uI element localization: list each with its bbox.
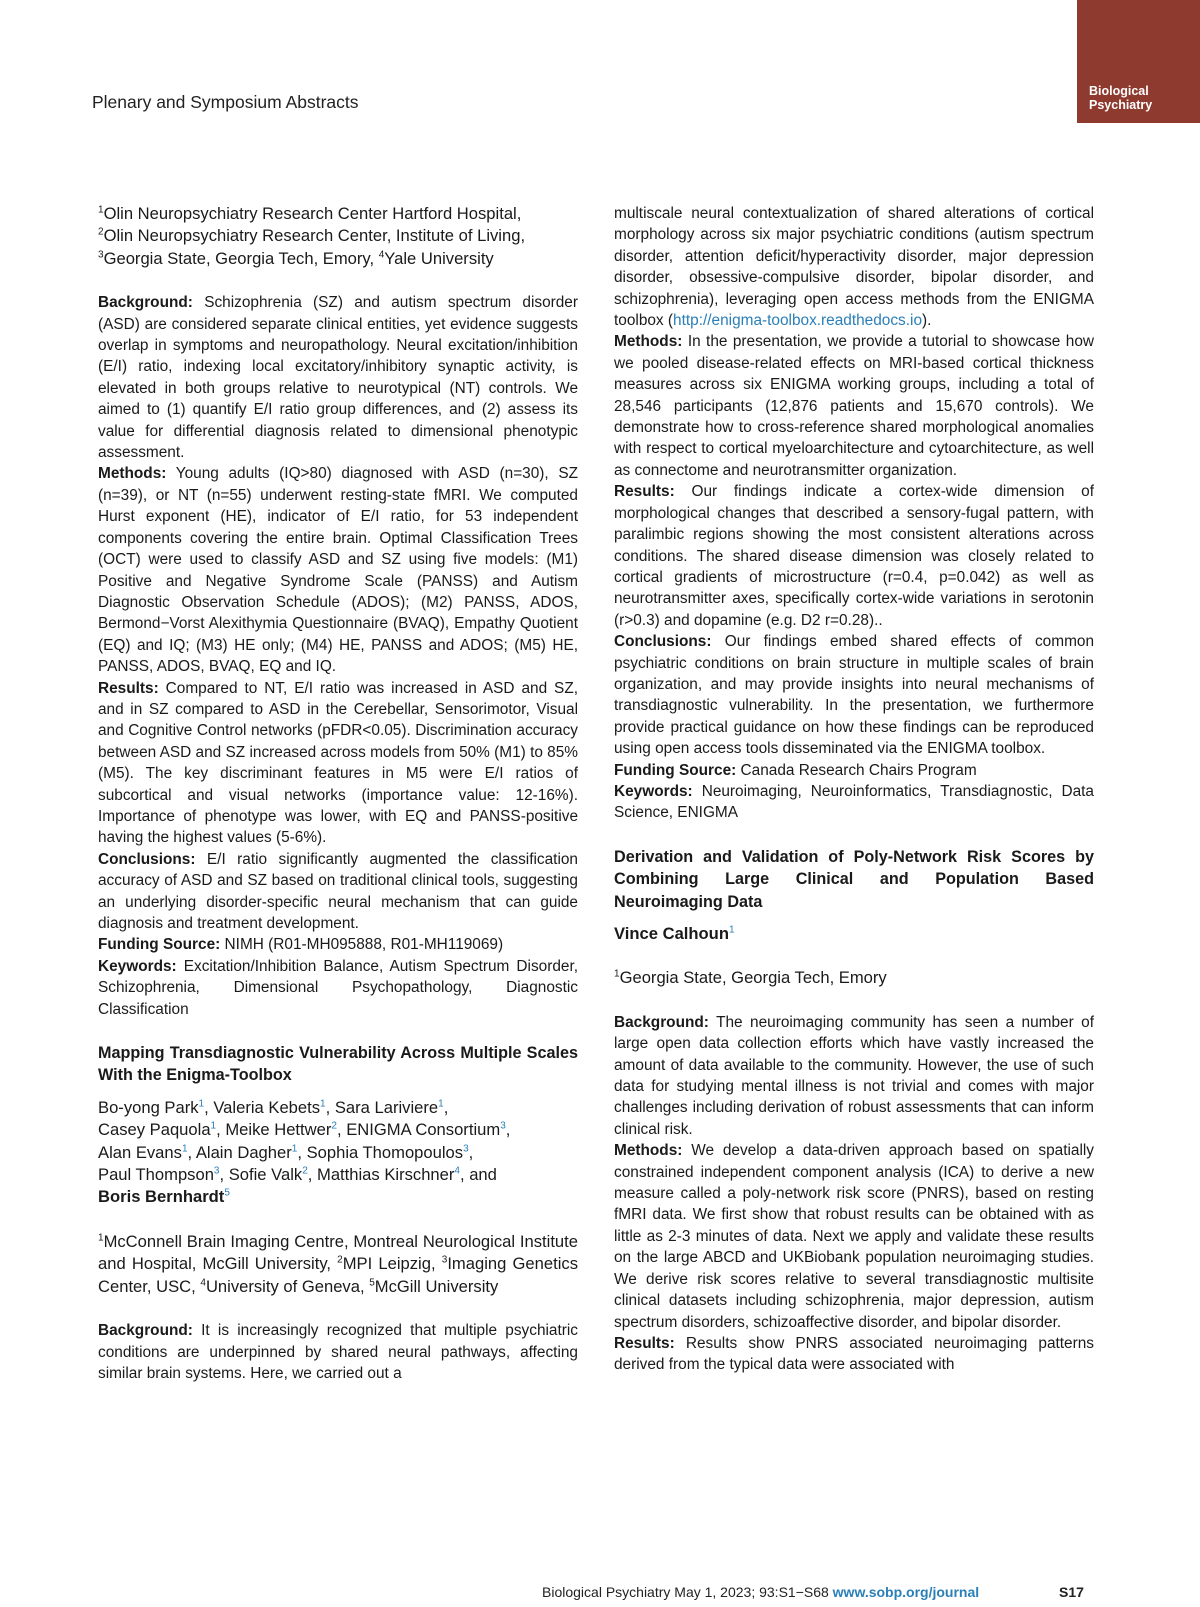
- journal-url-link[interactable]: www.sobp.org/journal: [832, 1584, 980, 1600]
- author-affiliation-marker: 1: [438, 1098, 444, 1110]
- author-separator: ,: [336, 1120, 347, 1140]
- affiliations-2: $^1$McConnell Brain Imaging Centre, Montreal Neurological Institute and Hospital, McGill University, $^2$MPI Leipzig, $^3$Imaging Genetics Center, USC, $^4$University of Geneva, $^5$McGill University: [98, 1231, 578, 1296]
- journal-logo-tab: [1077, 0, 1200, 123]
- results-paragraph-3: Results: Results show PNRS associated neuroimaging patterns derived from the typical data were associated with: [614, 1334, 1094, 1374]
- author-affiliation-marker: 3: [463, 1143, 469, 1155]
- author-separator: ,: [443, 1097, 449, 1117]
- author-name: Alan Evans: [98, 1142, 182, 1162]
- enigma-toolbox-link[interactable]: http://enigma-toolbox.readthedocs.io: [673, 312, 923, 330]
- author-affiliation-marker: 2: [302, 1165, 308, 1177]
- author-name: Valeria Kebets: [213, 1097, 321, 1117]
- author-affiliation-marker: 1: [181, 1143, 188, 1155]
- author-affiliation-marker: 2: [331, 1120, 337, 1132]
- running-head: Plenary and Symposium Abstracts: [92, 92, 359, 112]
- footer-citation: Biological Psychiatry May 1, 2023; 93:S1−S68 www.sobp.org/journal: [542, 1584, 980, 1600]
- methods-paragraph-2: Methods: In the presentation, we provide a tutorial to showcase how we pooled disease-related effects on MRI-based cortical thickness measures across six ENIGMA working groups, including a total of 28,546 participants (12,876 patients and 15,670 controls). We demonstrate how to cross-reference shared morphological anomalies with respect to cortical myeloarchitecture and cytoarchitecture, as well as connectome and neurotransmitter organization.: [614, 333, 1094, 479]
- author-affiliation-marker: 1: [210, 1120, 217, 1132]
- author-name: Bo-yong Park: [98, 1097, 199, 1117]
- conclusions-paragraph: Conclusions: E/I ratio significantly augmented the classification accuracy of ASD and SZ based on traditional clinical tools, suggesting an underlying disorder-specific neural mechanism that can guide diagnosis and treatment development.: [98, 850, 578, 932]
- abstract-title-3: Derivation and Validation of Poly-Network Risk Scores by Combining Large Clinical and Population Based Neuroimaging Data: [614, 847, 1094, 911]
- author-separator: ,: [325, 1097, 335, 1117]
- journal-logo-text: Biological Psychiatry: [1089, 84, 1153, 112]
- author-name: Paul Thompson: [98, 1165, 214, 1185]
- author-name: Sophia Thomopoulos: [306, 1142, 464, 1162]
- author-separator: ,: [204, 1097, 214, 1117]
- methods-paragraph-3: Methods: We develop a data-driven approach based on spatially constrained independent component analysis (ICA) to derive a new measure called a poly-network risk score (PNRS), based on resting fMRI data. We first show that robust results can be obtained with as little as 2-3 minutes of data. Next we apply and validate these results on the large ABCD and UKBiobank population neuroimaging studies. We derive risk scores relative to several transdiagnostic multisite clinical datasets including schizophrenia, major depression, autism spectrum disorders, schizoaffective disorder, and bipolar disorder.: [614, 1142, 1094, 1331]
- background-paragraph: Background: Schizophrenia (SZ) and autism spectrum disorder (ASD) are considered separate clinical entities, yet evidence suggests overlap in symptoms and neuropathology. Neural excitation/inhibition (E/I) ratio, indexing local excitatory/inhibitory synaptic activity, is elevated in both groups relative to neurotypical (NT) controls. We aimed to (1) quantify E/I ratio group differences, and (2) assess its value for differential diagnosis related to dimensional phenotypic assessment.: [98, 294, 578, 462]
- author-name: Meike Hettwer: [225, 1120, 332, 1140]
- affiliations-3: $^1$Georgia State, Georgia Tech, Emory: [614, 968, 887, 988]
- author-name: ENIGMA Consortium: [346, 1120, 501, 1140]
- author-affiliation-marker: 1: [198, 1098, 205, 1110]
- continued-paragraph: multiscale neural contextualization of shared alterations of cortical morphology across six major psychiatric conditions (autism spectrum disorder, attention deficit/hyperactivity disorder, major depression disorder, obsessive-compulsive disorder, bipolar disorder, and schizophrenia), leveraging open access methods from the ENIGMA toolbox (http://enigma-toolbox.readthedocs.io).: [614, 205, 1094, 330]
- author-separator: ,: [297, 1142, 307, 1162]
- author-affiliation-marker: 5: [224, 1187, 230, 1199]
- author-list-2: [98, 1097, 578, 1209]
- results-paragraph: Results: Compared to NT, E/I ratio was increased in ASD and SZ, and in SZ compared to ASD in the Cerebellar, Sensorimotor, Visual and Cognitive Control networks (pFDR<0.05). Discrimination accuracy between ASD and SZ increased across models from 50% (M1) to 85% (M5). The key discriminant features in M5 were E/I ratios of subcortical and visual networks (importance value: 12-16%). Importance of phenotype was lower, with EQ and PANSS-positive having the highest values (5-6%).: [98, 679, 578, 847]
- background-paragraph-3: Background: The neuroimaging community has seen a number of large open data collection efforts which have vastly increased the amount of data available to the community. However, the use of such data for studying mental illness is not trivial and comes with major challenges including derivation of robust assessments that can inform clinical risk.: [614, 1013, 1095, 1138]
- affiliations-1: $^1$Olin Neuropsychiatry Research Center Hartford Hospital, $^2$Olin Neuropsychiatry Research Center, Institute of Living, $^3$Georgia State, Georgia Tech, Emory, $^4$Yale University: [98, 204, 526, 268]
- author-name: Casey Paquola: [98, 1120, 211, 1140]
- author-list-3: Vince Calhoun$^1$: [614, 924, 735, 943]
- results-paragraph-2: Results: Our findings indicate a cortex-wide dimension of morphological changes that described a sensory-fugal pattern, with paralimbic regions showing the most consistent alterations across conditions. The shared disease dimension was closely related to cortical gradients of microstructure (r=0.4, p=0.042) as well as neurotransmitter axes, specifically cortex-wide variations in serotonin (r>0.3) and dopamine (e.g. D2 r=0.28)..: [614, 483, 1094, 629]
- left-column: [98, 203, 578, 1384]
- author-separator: ,: [468, 1142, 474, 1162]
- abstract-title-2: Mapping Transdiagnostic Vulnerability Across Multiple Scales With the Enigma-Toolbox: [98, 1044, 578, 1085]
- funding-paragraph: Funding Source: NIMH (R01-MH095888, R01-MH119069): [98, 936, 504, 954]
- author-affiliation-marker: 3: [500, 1120, 506, 1132]
- keywords-paragraph: Keywords: Excitation/Inhibition Balance, Autism Spectrum Disorder, Schizophrenia, Dimensional Psychopathology, Diagnostic Classification: [98, 957, 578, 1018]
- author-separator: ,: [307, 1165, 317, 1185]
- author-separator: ,: [187, 1142, 196, 1162]
- page-number: S17: [1059, 1584, 1084, 1600]
- background-paragraph-2: Background: It is increasingly recognized that multiple psychiatric conditions are underpinned by shared neural pathways, affecting similar brain systems. Here, we carried out a: [98, 1322, 578, 1382]
- conclusions-paragraph-2: Conclusions: Our findings embed shared effects of common psychiatric conditions on brain structure in multiple scales of brain organization, and may provide insights into neural mechanisms of transdiagnostic vulnerability. In the presentation, we furthermore provide practical guidance on how these findings can be reproduced using open access tools disseminated via the ENIGMA toolbox.: [614, 633, 1095, 758]
- author-affiliation-marker: 4: [454, 1165, 460, 1177]
- author-name: Boris Bernhardt: [98, 1187, 225, 1207]
- author-affiliation-marker: 3: [213, 1165, 220, 1177]
- author-affiliation-marker: 1: [291, 1143, 298, 1155]
- author-separator: , and: [459, 1165, 497, 1185]
- right-column: [614, 203, 1094, 1376]
- author-separator: ,: [216, 1120, 226, 1140]
- author-separator: ,: [505, 1120, 511, 1140]
- methods-paragraph: Methods: Young adults (IQ>80) diagnosed with ASD (n=30), SZ (n=39), or NT (n=55) underwent resting-state fMRI. We computed Hurst exponent (HE), indicator of E/I ratio, for 53 independent components covering the entire brain. Optimal Classification Trees (OCT) were used to classify ASD and SZ using five models: (M1) Positive and Negative Syndrome Scale (PANSS) and Autism Diagnostic Observation Schedule (ADOS); (M2) PANSS, ADOS, Bermond−Vorst Alexithymia Questionnaire (BVAQ), Empathy Quotient (EQ) and IQ; (M3) HE only; (M4) HE, PANSS and ADOS; (M5) HE, PANSS, ADOS, BVAQ, EQ and IQ.: [98, 465, 578, 676]
- author-name: Sara Lariviere: [334, 1097, 439, 1117]
- author-name: Sofie Valk: [228, 1165, 303, 1185]
- funding-paragraph-2: Funding Source: Canada Research Chairs Program: [614, 761, 977, 779]
- author-affiliation-marker: 1: [320, 1098, 326, 1110]
- author-separator: ,: [219, 1165, 229, 1185]
- author-name: Matthias Kirschner: [317, 1165, 455, 1185]
- keywords-paragraph-2: Keywords: Neuroimaging, Neuroinformatics, Transdiagnostic, Data Science, ENIGMA: [614, 782, 1094, 822]
- author-name: Alain Dagher: [195, 1142, 292, 1162]
